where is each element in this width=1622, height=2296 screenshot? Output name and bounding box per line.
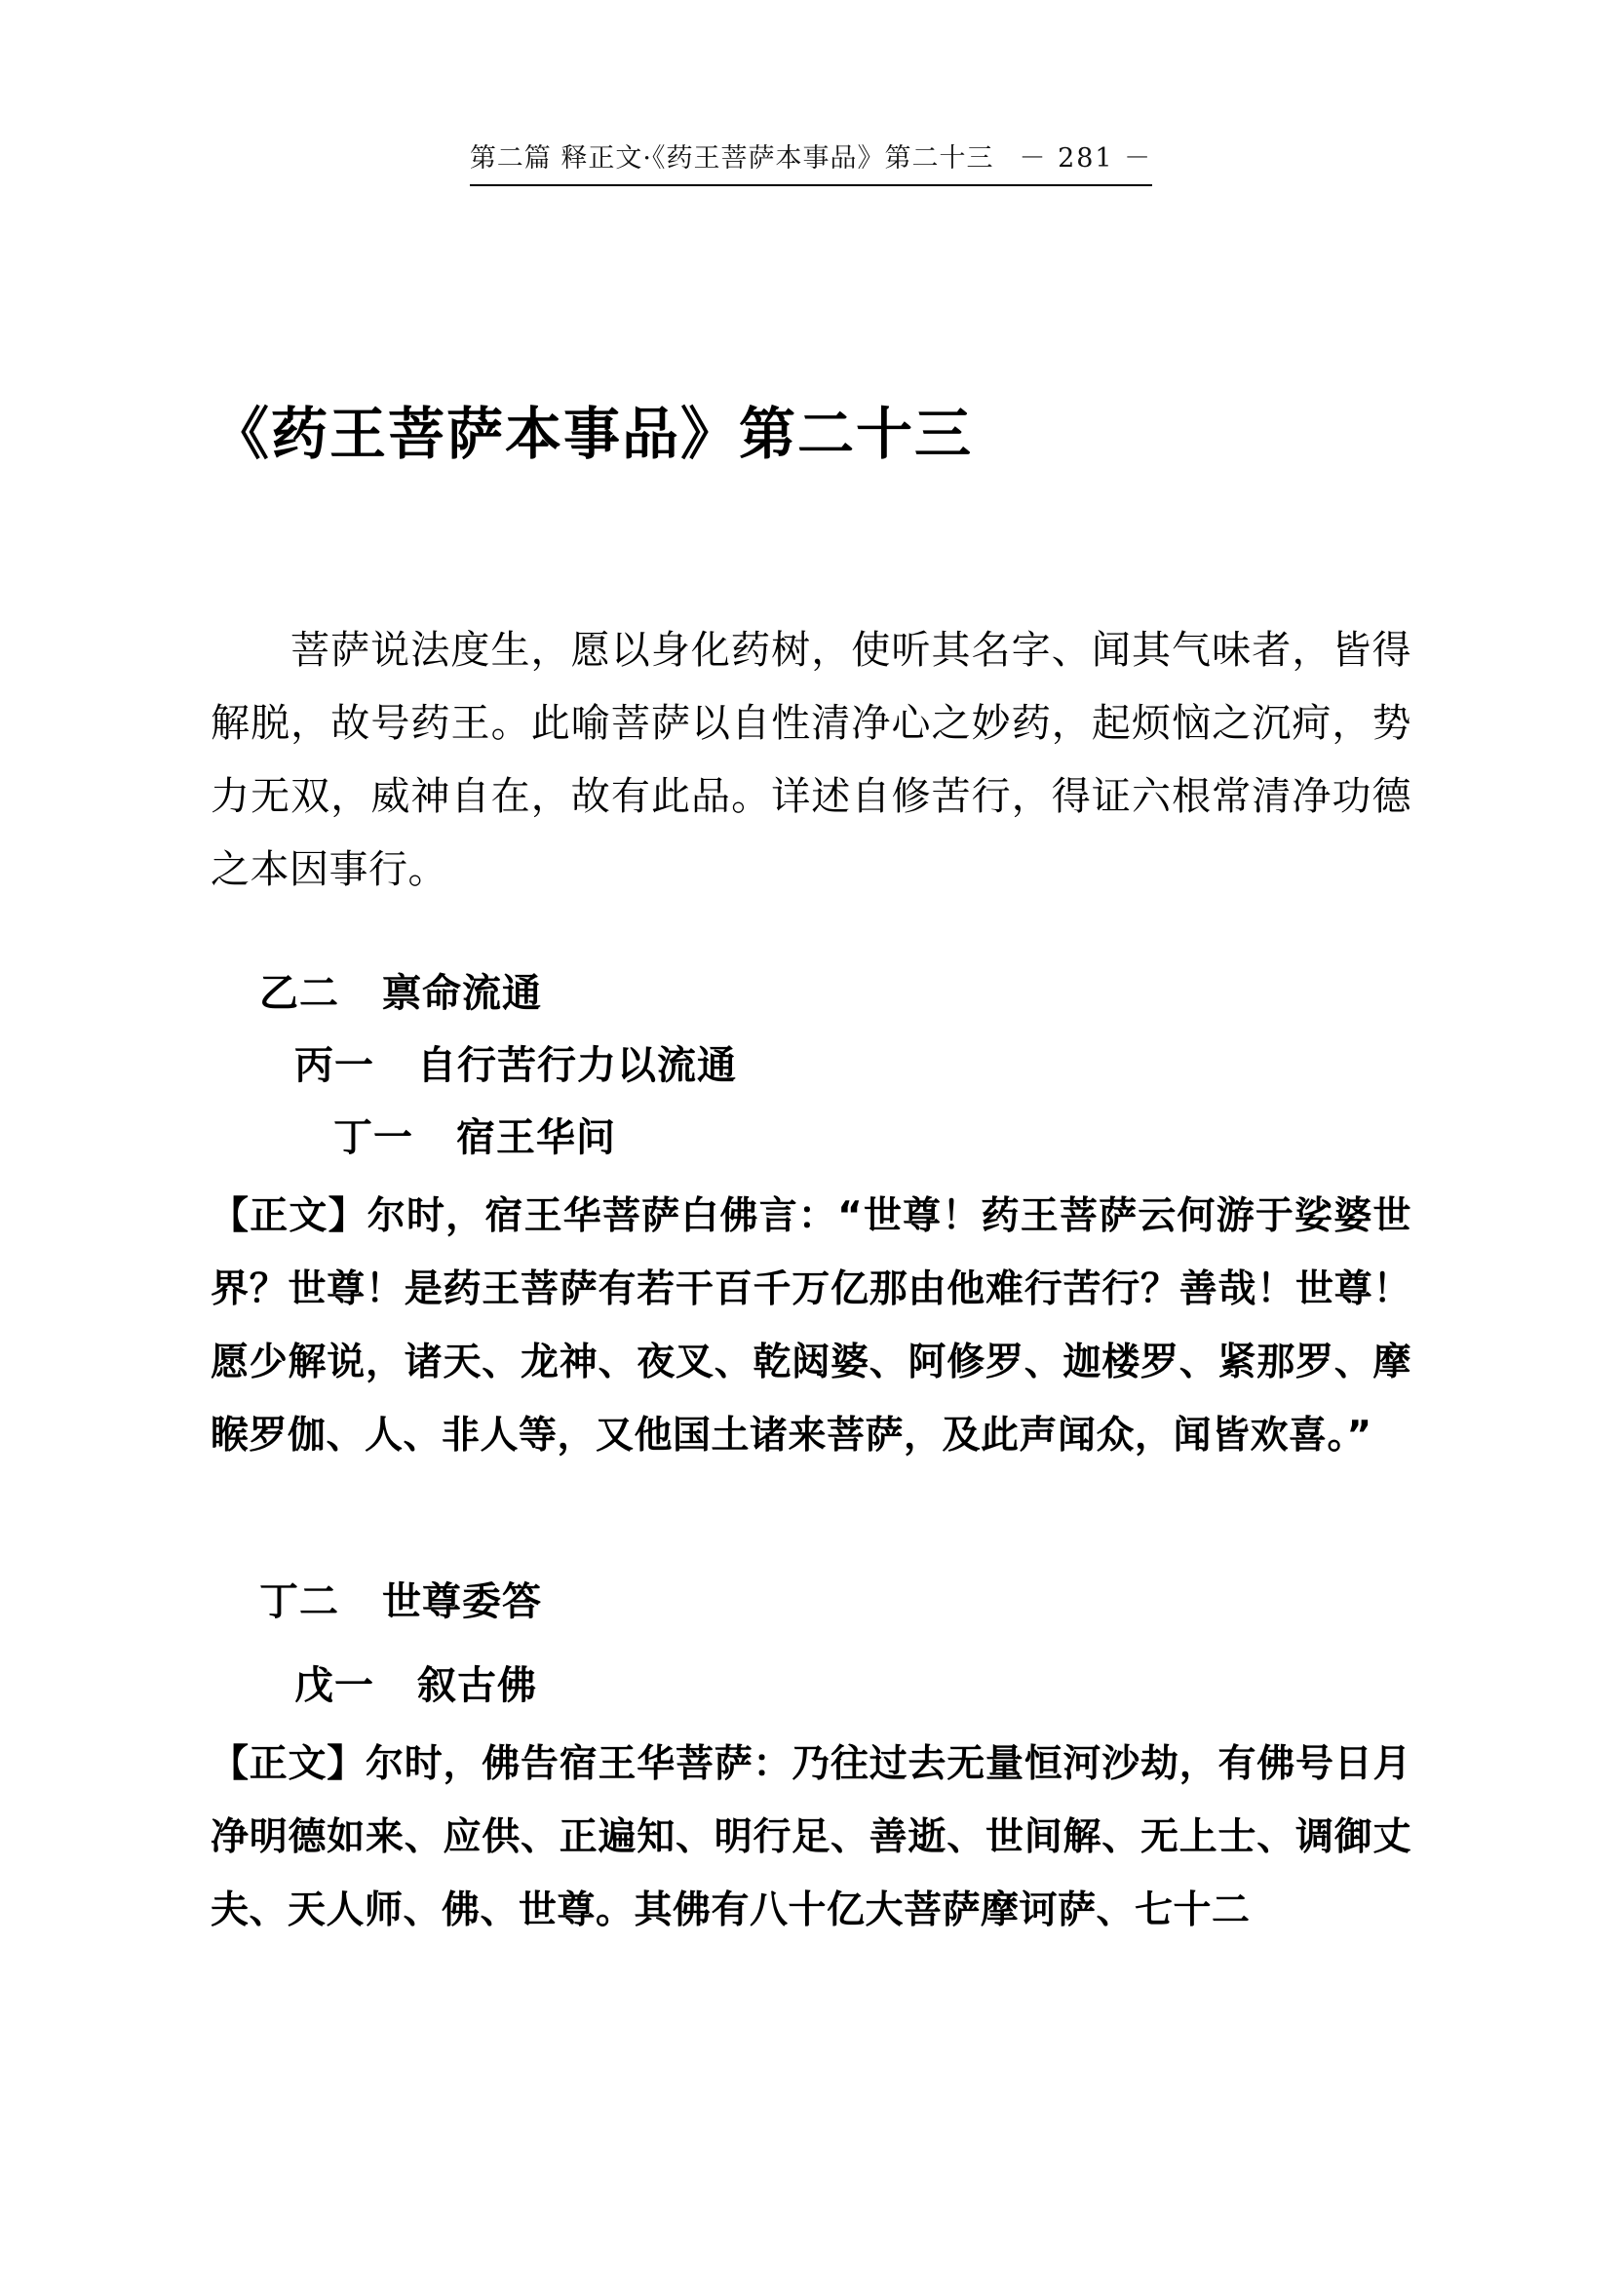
header-divider (470, 184, 1152, 186)
heading-level-1-second-text: 世尊委答 (382, 1579, 542, 1624)
heading-level-2-second (211, 1650, 1411, 1722)
page-title: 《药王菩萨本事品》第二十三 (212, 401, 974, 467)
sutra-paragraph-2: 【正文】尔时，佛告宿王华菩萨：乃往过去无量恒河沙劫，有佛号日月净明德如来、应供、正遍知、明行足、善逝、世间解、无上士、调御丈夫、天人师、佛、世尊。其佛有八十亿大菩萨摩诃萨、七十二 (211, 1742, 1411, 1932)
heading-level-3-text: 宿王华问 (456, 1115, 616, 1160)
heading-level-2-second-label: 戊一 (294, 1663, 374, 1708)
heading-level-1-second (211, 1566, 1411, 1638)
running-head-text: 第二篇 释正文·《药王菩萨本事品》第二十三 (469, 143, 994, 174)
heading-level-2-text: 自行苦行力以流通 (417, 1043, 737, 1088)
section-gap (211, 1472, 1411, 1540)
page-header-inner (470, 136, 1152, 186)
document-body (211, 614, 1411, 1947)
heading-level-1 (211, 957, 1411, 1030)
heading-level-2 (211, 1030, 1411, 1102)
heading-level-1-text: 禀命流通 (382, 971, 542, 1016)
page-number: － 281 － (1019, 143, 1153, 174)
heading-level-3-label: 丁一 (333, 1115, 413, 1160)
page-header (0, 136, 1622, 186)
heading-level-2-second-text: 叙古佛 (417, 1663, 537, 1708)
sutra-paragraph-1: 【正文】尔时，宿王华菩萨白佛言：“世尊！药王菩萨云何游于娑婆世界？世尊！是药王菩萨有若干百千万亿那由他难行苦行？善哉！世尊！愿少解说，诸天、龙神、夜叉、乾闼婆、阿修罗、迦楼罗、紧那罗、摩睺罗伽、人、非人等，又他国土诸来菩萨，及此声闻众，闻皆欢喜。” (211, 1194, 1411, 1458)
heading-level-2-label: 丙一 (294, 1043, 374, 1088)
heading-level-1-label: 乙二 (259, 971, 339, 1016)
heading-level-3 (211, 1102, 1411, 1174)
intro-paragraph: 菩萨说法度生，愿以身化药树，使听其名字、闻其气味者，皆得解脱，故号药王。此喻菩萨以自性清净心之妙药，起烦恼之沉疴，势力无双，威神自在，故有此品。详述自修苦行，得证六根常清净功德之本因事行。 (211, 628, 1411, 892)
heading-level-1-second-label: 丁二 (259, 1579, 339, 1624)
